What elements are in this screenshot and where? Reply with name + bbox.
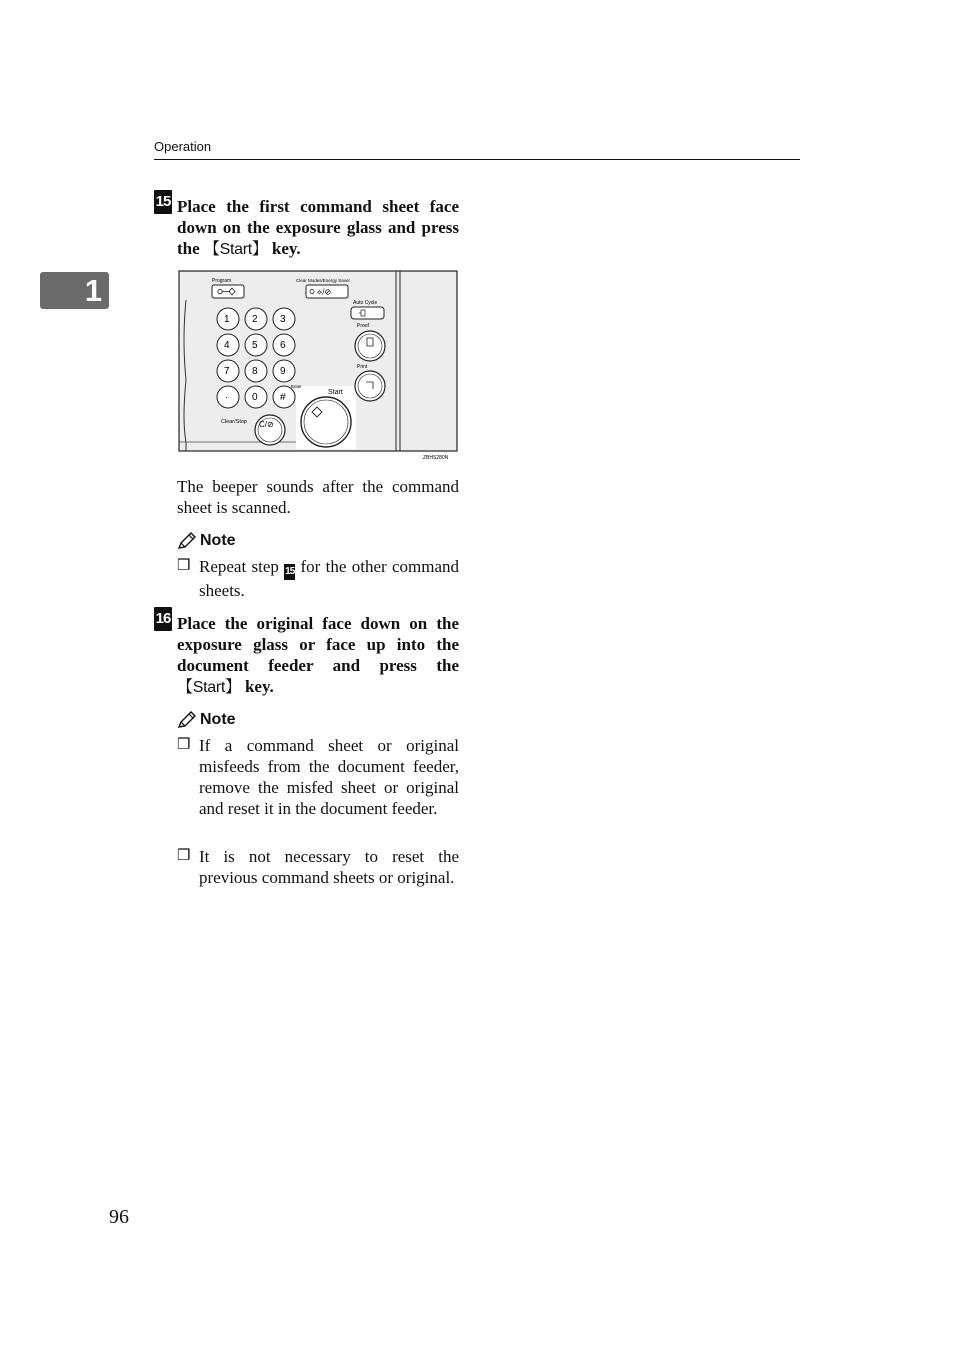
note-1-item-after: for the other command sheets.	[199, 557, 459, 600]
note-2-heading	[177, 710, 236, 730]
note-2-item-2-text: It is not necessary to reset the previous command sheets or original.	[199, 847, 459, 887]
program-label: Program	[212, 278, 232, 284]
auto-cycle-key	[351, 307, 384, 319]
keypad-key-3-label: 3	[280, 314, 286, 325]
step-15-number: 15	[154, 190, 172, 214]
page-number: 96	[109, 1206, 129, 1228]
step-16-number: 16	[154, 607, 172, 631]
step-reference-15: 15	[284, 564, 295, 580]
control-panel-illustration	[178, 270, 458, 462]
enter-label: Enter	[291, 384, 302, 389]
chapter-number: 1	[84, 273, 102, 308]
note-2-item-1	[177, 735, 459, 819]
note-2-item-2	[177, 846, 459, 888]
header-rule	[154, 159, 800, 160]
print-key	[355, 371, 385, 401]
proof-label: Proof	[357, 323, 369, 329]
keypad-key-1-label: 1	[224, 314, 230, 325]
clear-stop-label: Clear/Stop	[221, 419, 247, 425]
keypad-key-hash-label: #	[280, 392, 286, 403]
step-15-text-after: key.	[267, 239, 301, 258]
note-2-item-1-text: If a command sheet or original misfeeds from the document feeder, remove the misfed sheet or original and reset it in the document feeder.	[199, 736, 459, 818]
step-16-text-after: key.	[240, 677, 274, 696]
pencil-icon	[177, 532, 197, 550]
clear-modes-label: Clear Modes/Energy Saver	[296, 278, 351, 283]
note-1-title: Note	[200, 532, 236, 549]
keypad-key-5-label: 5	[252, 340, 258, 351]
note-1-item-before: Repeat step	[199, 557, 285, 576]
checkbox-icon: ❒	[177, 737, 191, 753]
keypad-key-7-label: 7	[224, 366, 230, 377]
start-key	[301, 397, 351, 447]
keypad-key-4-label: 4	[224, 340, 230, 351]
start-key-label: 【Start】	[203, 241, 268, 258]
figure-id: ZBHS280N	[423, 455, 449, 461]
note-1-item	[177, 556, 459, 601]
chapter-tab	[40, 272, 109, 309]
note-2-title: Note	[200, 711, 236, 728]
keypad-key-dot-label: ·	[225, 392, 229, 403]
auto-cycle-label: Auto Cycle	[353, 300, 378, 306]
keypad-key-9-label: 9	[280, 366, 286, 377]
keypad-key-6-label: 6	[280, 340, 286, 351]
step-15-text	[177, 196, 459, 260]
keypad-key-0-label: 0	[252, 392, 258, 403]
beeper-text: The beeper sounds after the command sheet is scanned.	[177, 477, 459, 517]
keypad-key-8-label: 8	[252, 366, 258, 377]
note-1-heading	[177, 531, 236, 551]
clear-stop-key-label: C/⊘	[259, 420, 274, 429]
checkbox-icon: ❒	[177, 848, 191, 864]
start-label: Start	[328, 389, 343, 396]
pencil-icon	[177, 711, 197, 729]
start-key-label: 【Start】	[177, 679, 241, 696]
checkbox-icon: ❒	[177, 558, 191, 574]
step-16-text-before: Place the original face down on the exposure glass or face up into the document feeder and press the	[177, 614, 459, 675]
step-16-text	[177, 613, 459, 698]
print-label: Print	[357, 364, 368, 370]
keypad-key-2-label: 2	[252, 314, 258, 325]
step-15-text-before: Place the first command sheet face down on the exposure glass and press the	[177, 197, 459, 258]
running-header: Operation	[154, 139, 212, 154]
svg-text:⟡/⊘: ⟡/⊘	[317, 287, 332, 297]
